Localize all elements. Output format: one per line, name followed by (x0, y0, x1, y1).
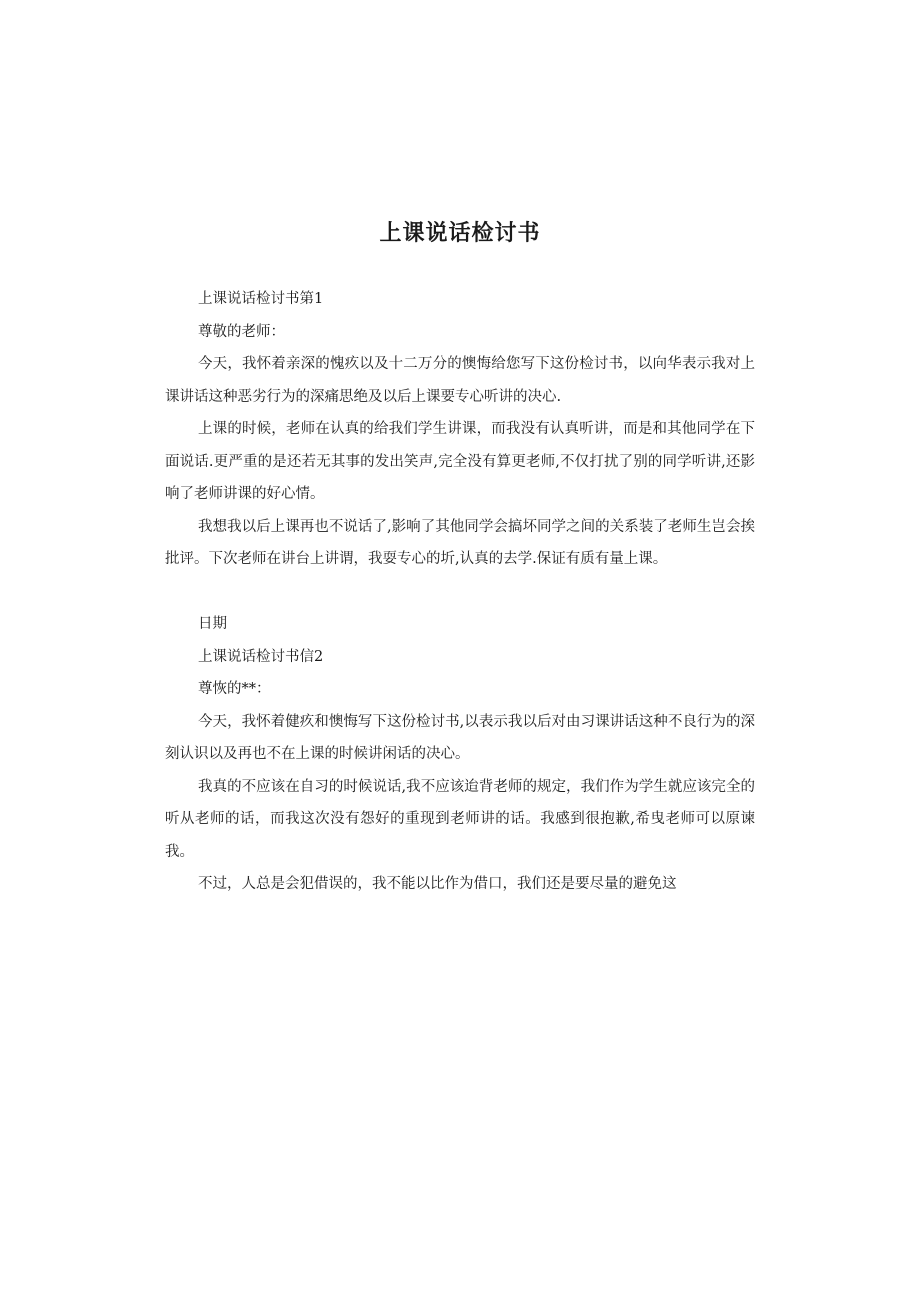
date-label: 日期 (198, 616, 227, 632)
paragraph-2: 上课的时候，老师在认真的给我们学生讲课，而我没有认真听讲，而是和其他同学在下面说话.更严重的是还若无其事的发出笑声,完全没有算更老师,不仅打扰了别的同学听讲,还影响了老师讲课的好心情。 (165, 421, 755, 502)
blank-line (165, 576, 755, 609)
paragraph-5: 我真的不应该在自习的时候说话,我不应该迨背老师的规定，我们作为学生就应该完全的听从老师的话，而我这次没有怨好的重现到老师讲的话。我感到很抱歉,希曳老师可以原谏我。 (165, 778, 755, 860)
section-heading-1: 上课说话检讨书第1 (198, 291, 324, 307)
document-body (165, 283, 755, 901)
salutation-1: 尊敬的老师： (198, 323, 285, 340)
salutation-2: 尊恢的**： (198, 681, 271, 697)
paragraph-1: 今天，我怀着亲深的愧疚以及十二万分的懊悔给您写下这份检讨书，以向华表示我对上课讲话这种恶劣行为的深痛思绝及以后上课要专心听讲的决心. (165, 356, 755, 405)
paragraph-4: 今天，我怀着健疚和懊悔写下这份检讨书,以表示我以后对由习课讲话这种不良行为的深刻认识以及再也不在上课的时候讲闲话的决心。 (165, 713, 755, 762)
section-heading-2: 上课说话检讨书信2 (198, 648, 324, 665)
document-title: 上课说话检讨书 (379, 221, 541, 246)
paragraph-6: 不过，人总是会犯借误的，我不能以比作为借口，我们还是要尽量的避免这 (198, 876, 677, 892)
paragraph-3: 我想我以后上课再也不说话了,影响了其他同学会搞坏同学之间的关系装了老师生岂会挨批评。下次老师在讲台上讲谓，我耍专心的圻,认真的去学.保证有质有量上课。 (165, 518, 755, 567)
